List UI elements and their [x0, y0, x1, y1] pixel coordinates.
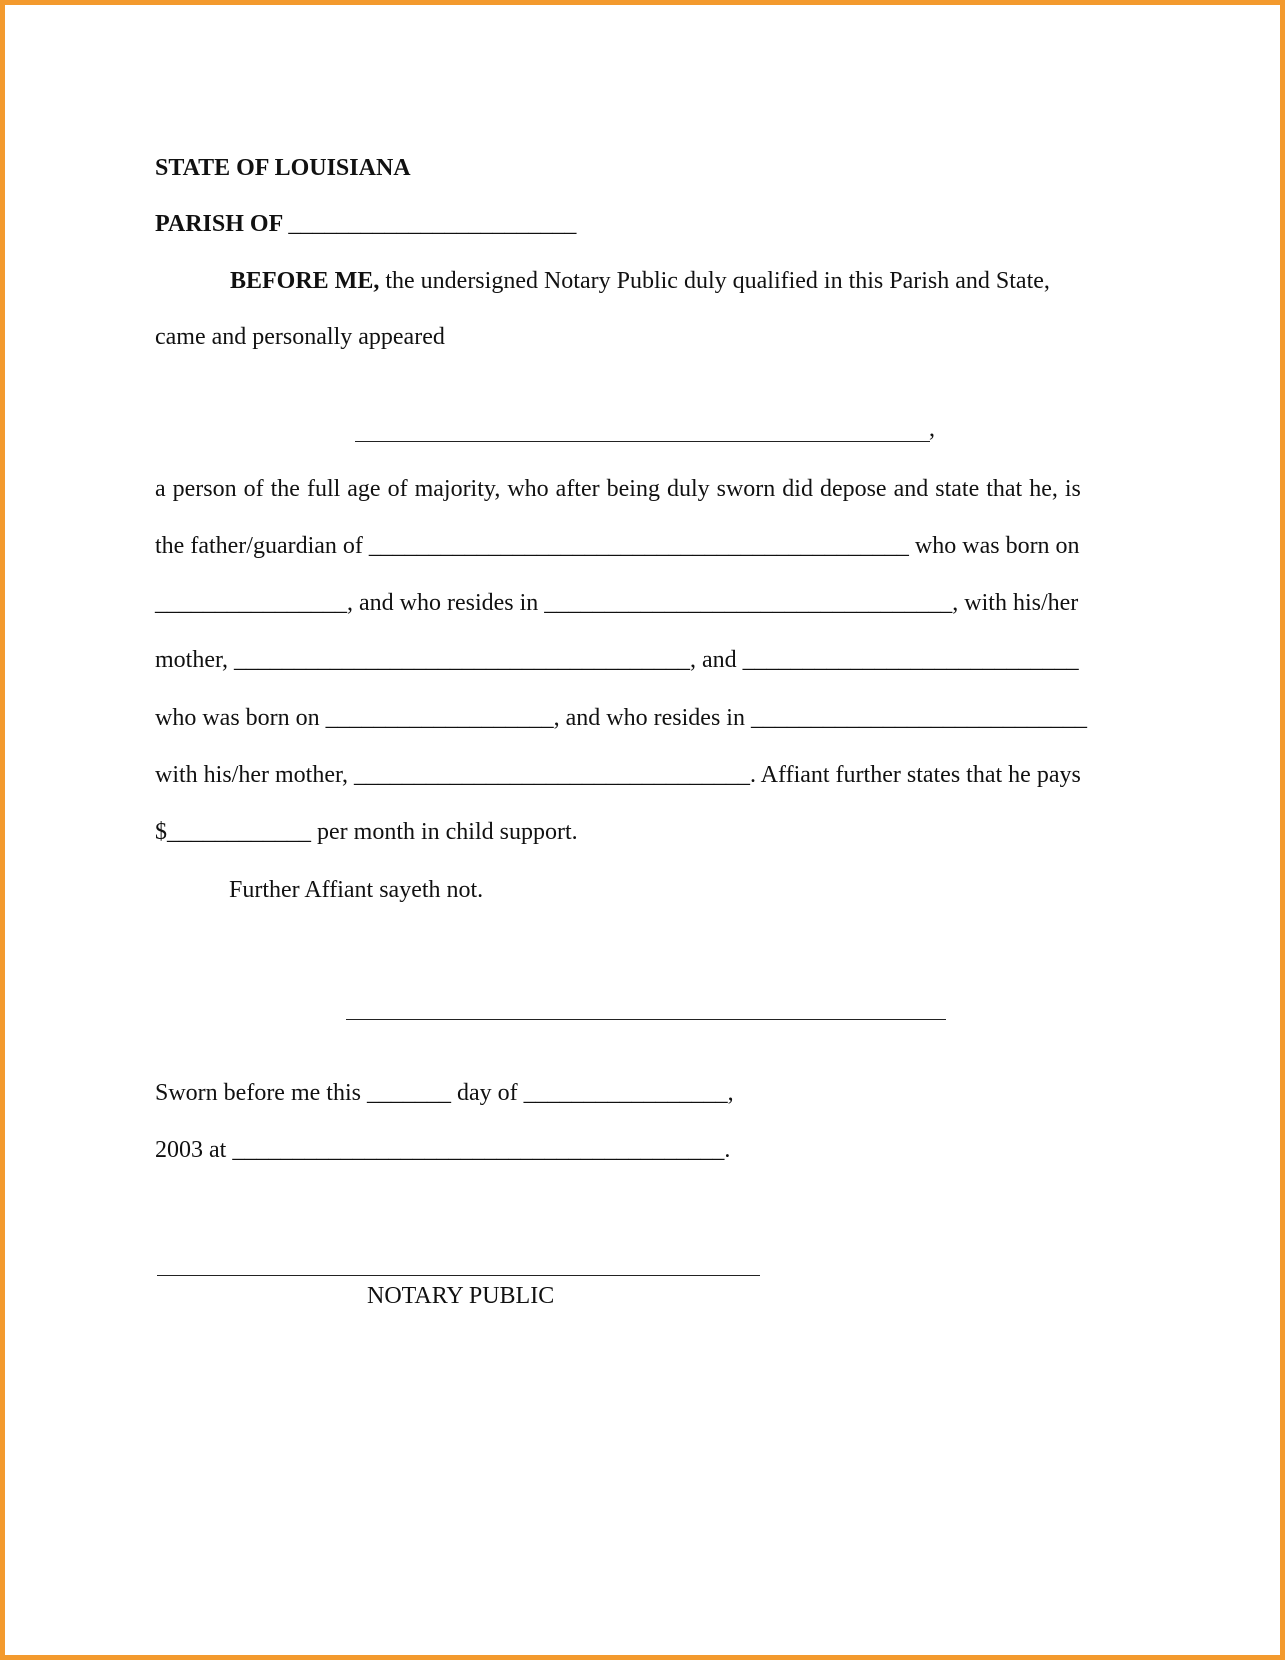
guardian-line [155, 530, 1125, 562]
state-heading: STATE OF LOUISIANA [155, 155, 411, 181]
intro-paragraph [230, 265, 1050, 297]
mother-line-2: with his/her mother, _________________________________. Affiant further states that he pays [155, 762, 1081, 788]
affiant-name-blank [355, 441, 930, 442]
sworn-line: Sworn before me this _______ day of _________________, [155, 1080, 734, 1106]
support-line: $____________ per month in child support. [155, 819, 578, 845]
majority-line: a person of the full age of majority, who after being duly sworn did depose and state that he, is [155, 476, 1081, 502]
mother-line-1: mother, ______________________________________, and ____________________________ [155, 647, 1079, 673]
affiant-signature-line [346, 1019, 946, 1020]
further-affiant: Further Affiant sayeth not. [229, 877, 484, 903]
intro-rest: the undersigned Notary Public duly qualified in this Parish and State, [379, 268, 1050, 294]
parish-label: PARISH OF [155, 211, 283, 237]
resides-line: ________________, and who resides in __________________________________, with his/her [155, 590, 1079, 616]
year-line: 2003 at _________________________________________. [155, 1137, 731, 1163]
guardian-label: the father/guardian of [155, 533, 363, 559]
notary-signature-line [157, 1275, 760, 1276]
guardian-blank: _____________________________________________ [368, 533, 909, 559]
parish-blank: ________________________ [288, 211, 577, 237]
born-label: who was born on [914, 533, 1080, 559]
intro-bold: BEFORE ME, [230, 268, 380, 294]
appeared-line: came and personally appeared [155, 324, 445, 350]
affiant-name-comma: , [929, 416, 935, 442]
parish-line [155, 208, 576, 240]
notary-label: NOTARY PUBLIC [367, 1283, 555, 1309]
born-line-2: who was born on ___________________, and who resides in ____________________________ [155, 705, 1087, 731]
